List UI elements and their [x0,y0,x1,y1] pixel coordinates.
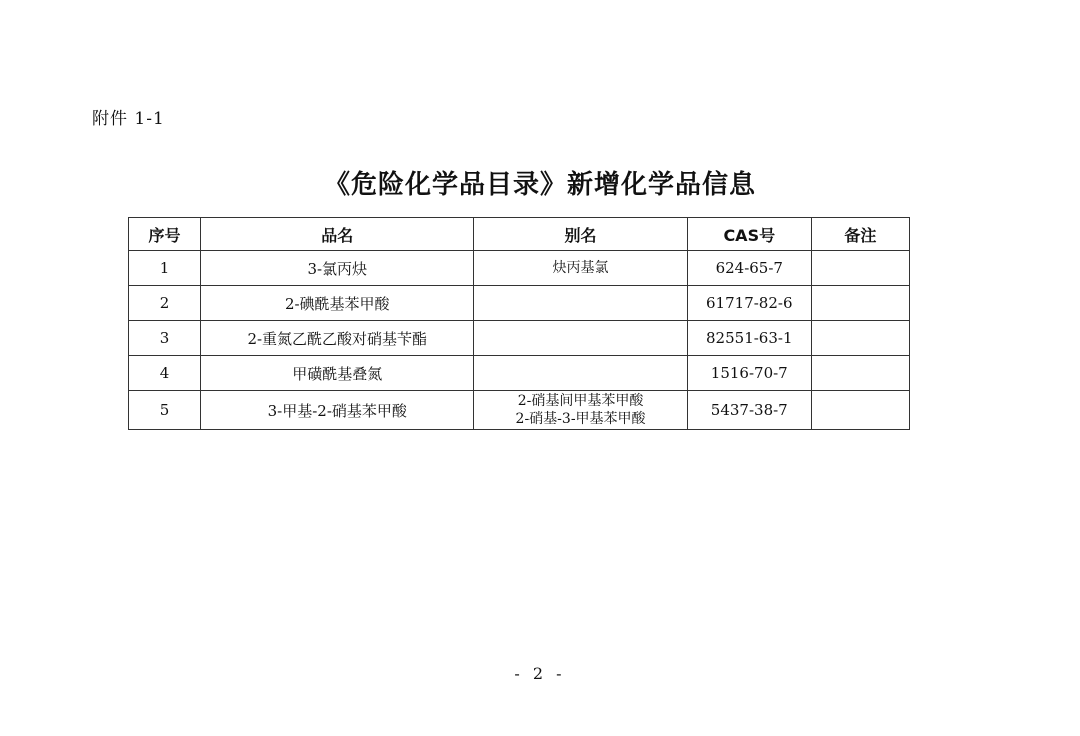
cell-note [811,356,909,391]
table-row [129,286,910,321]
cell-alias [474,321,687,356]
table-row [129,391,910,430]
cell-note [811,251,909,286]
cell-alias [474,356,687,391]
cell-cas: 1516-70-7 [687,356,811,391]
chemical-table [128,217,910,430]
cell-name: 3-氯丙炔 [201,251,474,286]
header-no: 序号 [129,218,201,251]
cell-alias [474,391,687,430]
table-row [129,356,910,391]
attachment-label: 附件 1-1 [92,109,165,129]
header-cas: CAS号 [687,218,811,251]
cell-note [811,321,909,356]
cell-name: 2-重氮乙酰乙酸对硝基苄酯 [201,321,474,356]
cell-cas: 624-65-7 [687,251,811,286]
alias-line: 2-硝基间甲基苯甲酸 [517,393,644,409]
table-header-row [129,218,910,251]
alias-line: 炔丙基氯 [552,260,609,276]
cell-name: 3-甲基-2-硝基苯甲酸 [201,391,474,430]
alias-line: 2-硝基-3-甲基苯甲酸 [515,411,646,427]
cell-note [811,286,909,321]
cell-no: 1 [129,251,201,286]
header-note: 备注 [811,218,909,251]
cell-cas: 5437-38-7 [687,391,811,430]
table-row [129,321,910,356]
cell-alias [474,251,687,286]
cell-alias [474,286,687,321]
cell-cas: 61717-82-6 [687,286,811,321]
cell-no: 2 [129,286,201,321]
cell-name: 2-碘酰基苯甲酸 [201,286,474,321]
header-name: 品名 [201,218,474,251]
table-row [129,251,910,286]
cell-no: 5 [129,391,201,430]
document-title: 《危险化学品目录》新增化学品信息 [323,170,756,200]
cell-no: 3 [129,321,201,356]
cell-name: 甲磺酰基叠氮 [201,356,474,391]
header-alias: 别名 [474,218,687,251]
cell-note [811,391,909,430]
cell-cas: 82551-63-1 [687,321,811,356]
page-number: - 2 - [514,664,566,683]
cell-no: 4 [129,356,201,391]
